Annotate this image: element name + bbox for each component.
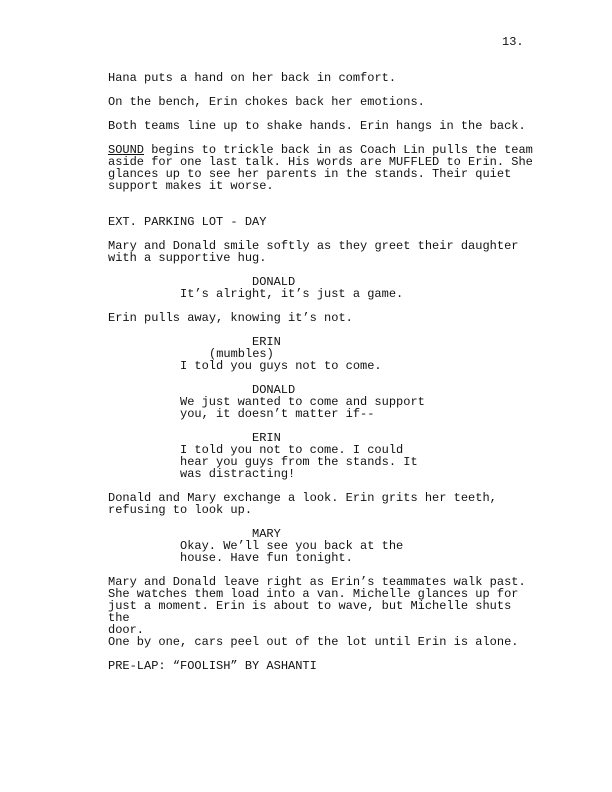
action-text: begins to trickle back in as Coach Lin pulls the team aside for one last talk. His words are MUFFLED to Erin. She glances up to see her parents in the stands. Their quiet support makes it worse.	[108, 143, 533, 193]
scene-heading: EXT. PARKING LOT - DAY	[108, 215, 267, 229]
page-number: 13.	[502, 35, 524, 49]
character-cue: ERIN	[252, 335, 281, 349]
action-line: Hana puts a hand on her back in comfort.	[108, 71, 397, 85]
character-cue: MARY	[252, 527, 281, 541]
action-line: One by one, cars peel out of the lot until Erin is alone.	[108, 635, 519, 649]
transition: PRE-LAP: “FOOLISH” BY ASHANTI	[108, 659, 317, 673]
character-cue: DONALD	[252, 275, 296, 289]
action-line: Both teams line up to shake hands. Erin hangs in the back.	[108, 119, 526, 133]
dialogue: I told you not to come. I could hear you guys from the stands. It was distracting!	[180, 443, 418, 481]
action-paragraph: Mary and Donald smile softly as they greet their daughter with a supportive hug.	[108, 239, 519, 265]
dialogue: It’s alright, it’s just a game.	[180, 287, 404, 301]
action-line: Erin pulls away, knowing it’s not.	[108, 311, 353, 325]
dialogue: We just wanted to come and support you, it doesn’t matter if--	[180, 395, 425, 421]
sound-cue: SOUND	[108, 143, 145, 157]
character-cue: ERIN	[252, 431, 281, 445]
dialogue: Okay. We’ll see you back at the house. Have fun tonight.	[180, 539, 404, 565]
action-paragraph: Donald and Mary exchange a look. Erin grits her teeth, refusing to look up.	[108, 491, 497, 517]
character-cue: DONALD	[252, 383, 296, 397]
action-line: On the bench, Erin chokes back her emotions.	[108, 95, 425, 109]
parenthetical: (mumbles)	[209, 347, 274, 361]
action-paragraph	[108, 144, 538, 192]
action-paragraph: Mary and Donald leave right as Erin’s teammates walk past. She watches them load into a van. Michelle glances up for just a moment. Erin is about to wave, but Michelle shuts the door.	[108, 575, 526, 637]
dialogue: I told you guys not to come.	[180, 359, 382, 373]
